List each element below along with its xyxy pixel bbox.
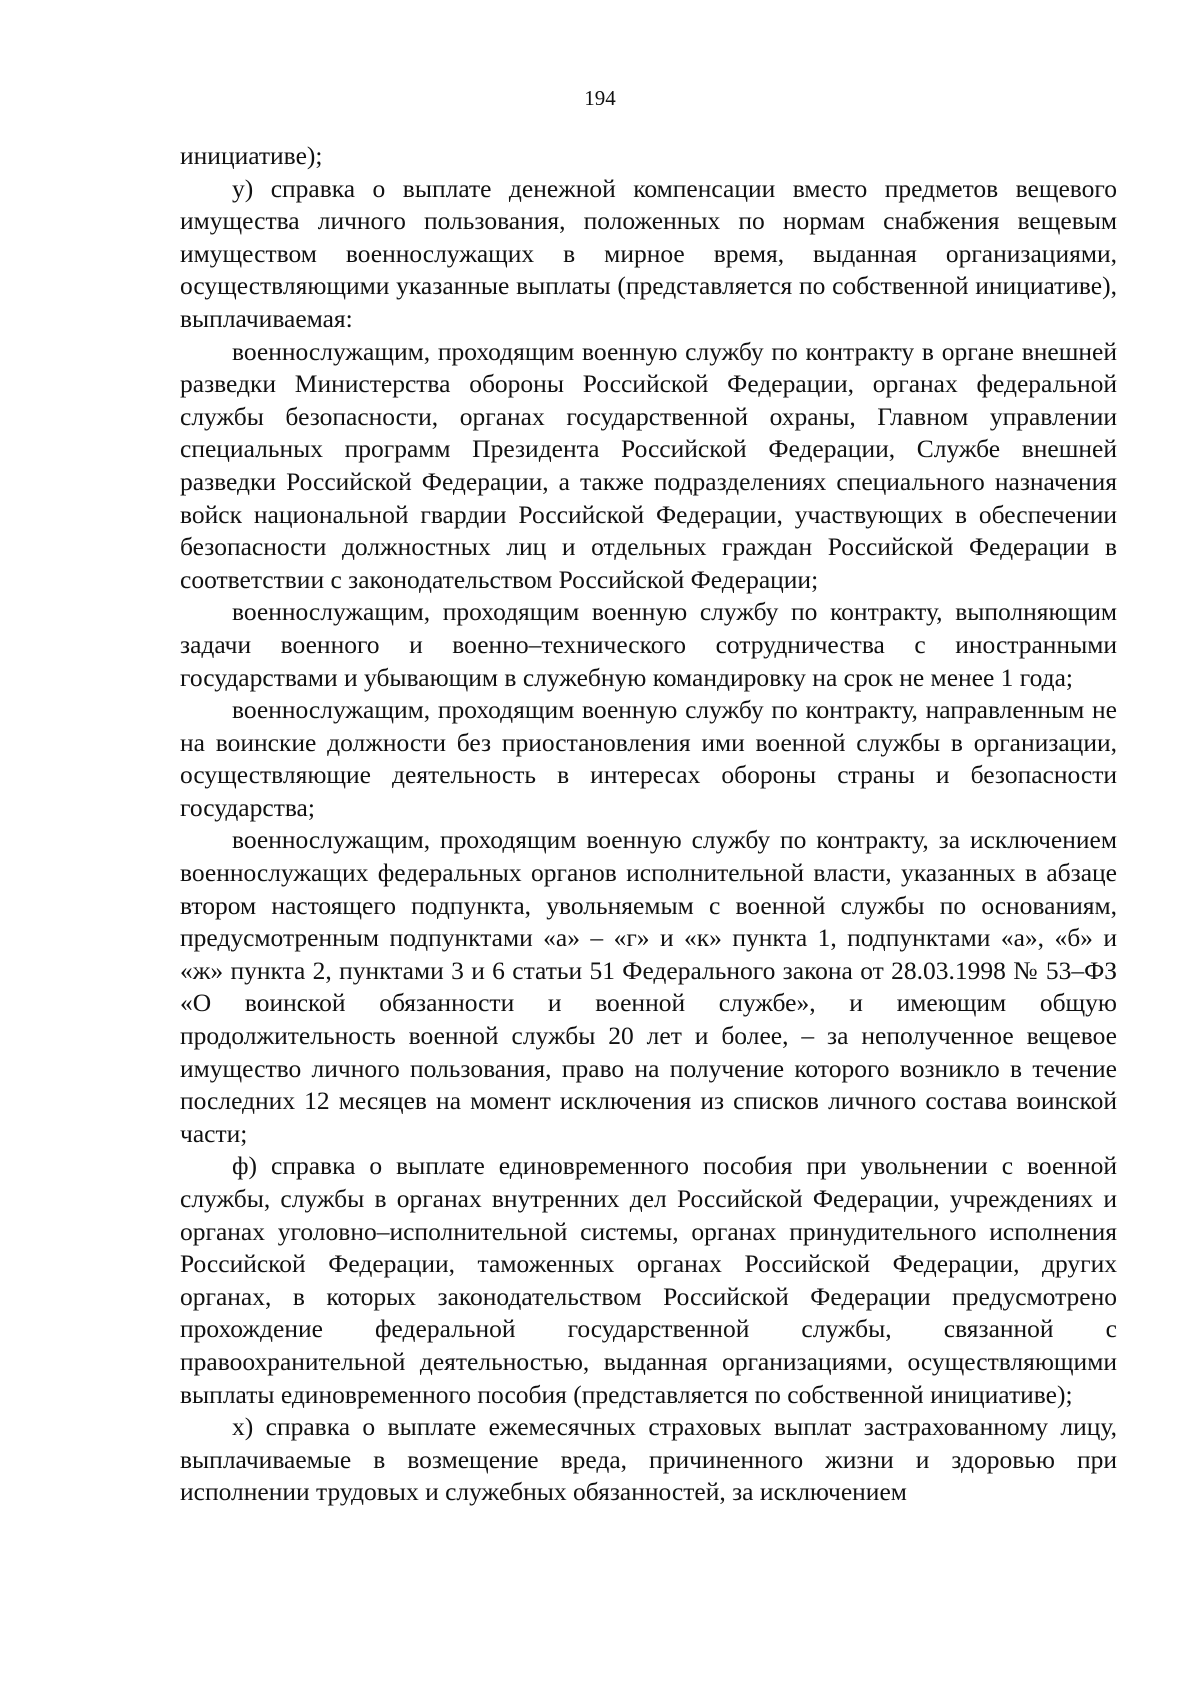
- paragraph-military-cooperation: военнослужащим, проходящим военную службу по контракту, выполняющим задачи военного и военно–технического сотрудничества с иностранными государствами и убывающим в служебную командировку на срок не менее 1 года;: [180, 597, 1117, 692]
- paragraph-item-kh: х) справка о выплате ежемесячных страховых выплат застрахованному лицу, выплачиваемые в возмещение вреда, причиненного жизни и здоровью при исполнении трудовых и служебных обязанностей, за исключением: [180, 1412, 1117, 1507]
- paragraph-item-u: у) справка о выплате денежной компенсации вместо предметов вещевого имущества личного пользования, положенных по нормам снабжения вещевым имуществом военнослужащих в мирное время, выданная организациями, осуществляющими указанные выплаты (представляется по собственной инициативе), выплачиваемая:: [180, 173, 1117, 333]
- document-body: [180, 140, 1117, 1509]
- paragraph-continuation: инициативе);: [180, 141, 323, 170]
- paragraph-discharged-servicemen: военнослужащим, проходящим военную службу по контракту, за исключением военнослужащих федеральных органов исполнительной власти, указанных в абзаце втором настоящего подпункта, увольняемым с военной службы по основаниям, предусмотренным подпунктами «а» – «г» и «к» пункта 1, подпунктами «а», «б» и «ж» пункта 2, пунктами 3 и 6 статьи 51 Федерального закона от 28.03.1998 № 53–ФЗ «О воинской обязанности и военной службе», и имеющим общую продолжительность военной службы 20 лет и более, – за неполученное вещевое имущество личного пользования, право на получение которого возникло в течение последних 12 месяцев на момент исключения из списков личного состава воинской части;: [180, 825, 1117, 1148]
- paragraph-item-f: ф) справка о выплате единовременного пособия при увольнении с военной службы, службы в органах внутренних дел Российской Федерации, учреждениях и органах уголовно–исполнительной системы, органах принудительного исполнения Российской Федерации, таможенных органах Российской Федерации, других органах, в которых законодательством Российской Федерации предусмотрено прохождение федеральной государственной службы, связанной с правоохранительной деятельностью, выданная организациями, осуществляющими выплаты единовременного пособия (представляется по собственной инициативе);: [180, 1151, 1117, 1409]
- paragraph-seconded-servicemen: военнослужащим, проходящим военную службу по контракту, направленным не на воинские должности без приостановления ими военной службы в организации, осуществляющие деятельность в интересах обороны страны и безопасности государства;: [180, 695, 1117, 822]
- page-number: 194: [584, 86, 616, 110]
- paragraph-intelligence-servicemen: военнослужащим, проходящим военную службу по контракту в органе внешней разведки Министерства обороны Российской Федерации, органах федеральной службы безопасности, органах государственной охраны, Главном управлении специальных программ Президента Российской Федерации, Службе внешней разведки Российской Федерации, а также подразделениях специального назначения войск национальной гвардии Российской Федерации, участвующих в обеспечении безопасности должностных лиц и отдельных граждан Российской Федерации в соответствии с законодательством Российской Федерации;: [180, 336, 1117, 594]
